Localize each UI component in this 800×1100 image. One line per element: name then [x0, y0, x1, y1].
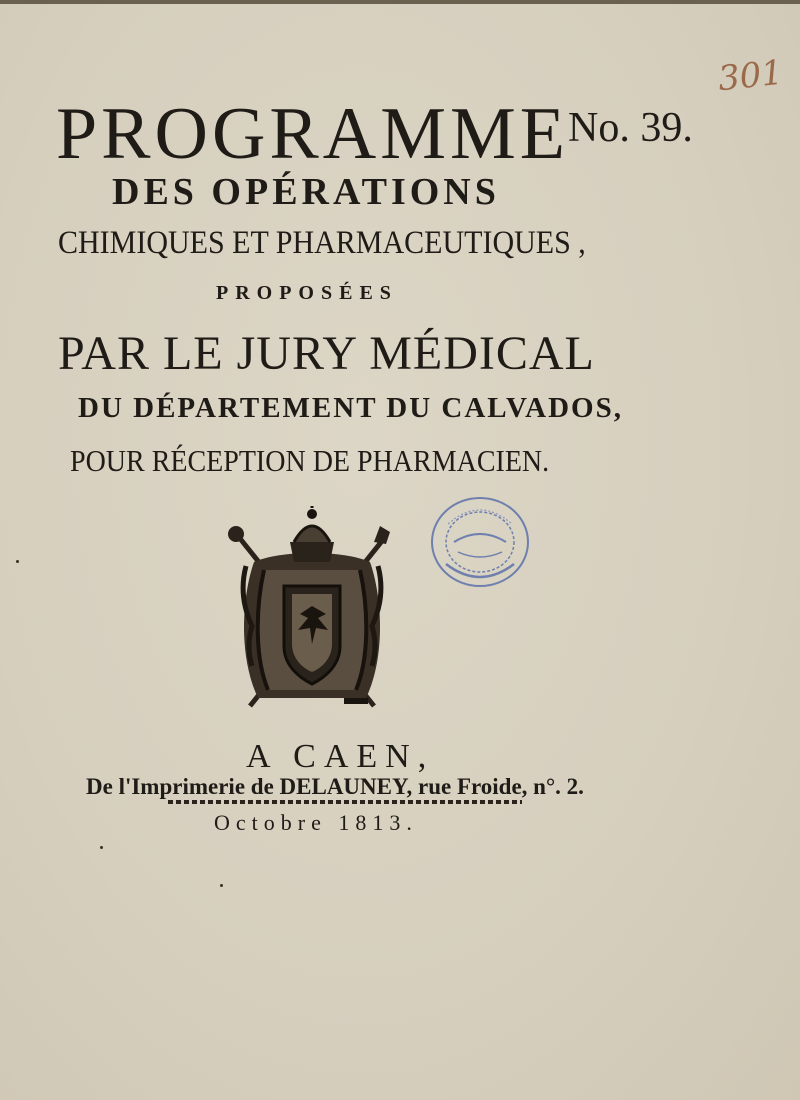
handwritten-shelfmark: 301	[716, 52, 785, 100]
imprint-city: A CAEN,	[246, 738, 435, 775]
ink-speck	[16, 560, 19, 563]
title-departement: DU DÉPARTEMENT DU CALVADOS,	[78, 392, 623, 424]
title-operations: DES OPÉRATIONS	[112, 171, 500, 213]
imprint-printer: De l'Imprimerie de DELAUNEY, rue Froide, n°. 2.	[86, 774, 584, 799]
title-chimiques: CHIMIQUES ET PHARMACEUTIQUES ,	[58, 224, 586, 261]
page-edge	[0, 0, 800, 4]
title-jury-medical: PAR LE JURY MÉDICAL	[58, 327, 595, 380]
title-proposees: PROPOSÉES	[216, 282, 398, 304]
coat-of-arms-icon	[224, 506, 400, 712]
handwritten-number: No. 39.	[568, 105, 693, 151]
imprint-date: Octobre 1813.	[214, 810, 418, 835]
ink-speck	[100, 846, 103, 849]
title-reception: POUR RÉCEPTION DE PHARMACIEN.	[70, 444, 550, 479]
library-stamp-icon	[428, 494, 532, 590]
ink-speck	[220, 884, 223, 887]
title-programme: PROGRAMME	[56, 93, 569, 175]
decorative-rule	[168, 800, 522, 804]
